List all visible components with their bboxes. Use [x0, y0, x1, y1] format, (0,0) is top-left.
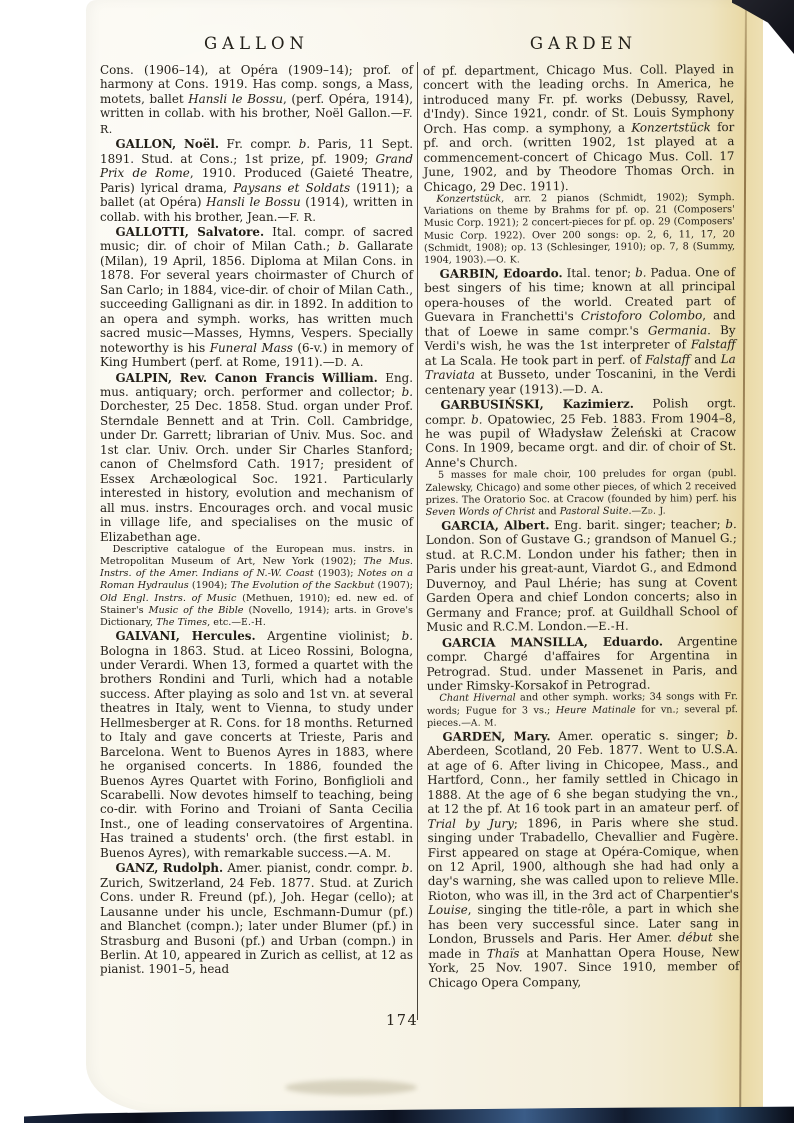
text-run: Germania — [647, 323, 708, 338]
text-run: Funeral Mass — [209, 340, 293, 355]
entry-garden-mary — [427, 728, 740, 990]
text-run: Hansli le Bossu — [206, 195, 301, 210]
text-run: Cons. (1906–14), at Opéra (1909–14); prof. of harmony at Cons. 1919. Has comp. songs, a Mass, motets, ballet — [100, 63, 413, 106]
column-right — [423, 62, 740, 990]
text-run: Notes on a Roman Hydraulus — [100, 568, 414, 592]
text-run: Gallarate (Milan), 19 April, 1856. Diploma at Milan Cons. in 1878. For several years choirmaster of Church of San Carlo; in 1884, vice-dir. of choir of Milan Cath., succeeding Gallignani as dir. in 1892. In addition to an opera and symph. works, has written much sacred music—Masses, Hymns, Vespers. Specially noteworthy is his — [100, 239, 413, 355]
text-run: and — [690, 351, 721, 367]
text-run: , (perf. Opéra, 1914), written in collab. with his brother, Noël Gallon.— — [100, 91, 414, 121]
text-run: and — [535, 505, 560, 518]
entry-garbusinski — [425, 396, 736, 470]
text-run: London. Son of Gustave G.; grandson of Manuel G.; stud. at R.C.M. London under his father; then in Paris under his great-aunt, Viardot G., and Edmond Duvernoy, and Paul Lhérie; has sung at Covent Garden Opera and chief London concerts; also in Germany and France; prof. at Guildhall School of Music and R.C.M. London.— — [425, 531, 738, 635]
text-run: Bologna in 1863. Stud. at Liceo Rossini, Bologna, under Verardi. When 13, formed a quartet with the brothers Rondini and Turli, which had a notable success. After playing as solo and 1st vn. at several theatres in Italy, went to Vienna, to study under Hellmesberger at R. Cons. for 18 months. Returned to Italy and gave concerts at Trieste, Paris and Barcelona. Went to Buenos Ayres in 1883, where he organised concerts. In 1886, founded the Buenos Ayres Quartet with Forino, Bonfiglioli and Scarabelli. Now devotes himself to teaching, being co-dir. with Forino and Troiani of Santa Cecilia Inst., one of leading conservatoires of Argentina. Has trained a students' orch. (the first establ. in Buenos Ayres), with remarkable success.— — [100, 643, 413, 860]
text-run: , arr. 2 pianos (Schmidt, 1902); Symph. Variations on theme by Brahms for pf. op. 21 (Composers' Music Corp. 1921); 2 concert-pieces for pf. op. 29 (Composers' Music Corp. 1922). Over 200 songs: op. 2, 6, 11, 17, 20 (Schmidt, 1908); op. 13 (Schlesinger, 1910); op. 7, 8 (Summy, 1904, 1903).— — [423, 192, 736, 266]
text-run: ; 1896, in Paris where she stud. singing under Trabadello, Chevallier and Fugère. First appeared on stage at Opéra-Comique, when on 12 April, 1900, although she had had only a day's warning, she was called upon to relieve Mlle. Rioton, who was ill, in the 3rd act of Charpentier's — [427, 814, 740, 903]
text-run: D. A. — [334, 356, 364, 370]
text-run: Konzertstück — [436, 193, 502, 205]
text-run: Paris, 11 Sept. 1891. Stud. at Cons.; 1st prize, pf. 1909; — [100, 137, 413, 166]
text-run: Ital. tenor; — [562, 265, 636, 281]
text-run: (1903); — [313, 568, 358, 580]
text-run: . By Verdi's wish, he was the 1st interpreter of — [424, 322, 736, 354]
text-run: Music of the Bible — [148, 604, 244, 616]
text-run: E.-H. — [598, 619, 630, 634]
text-run: GANZ, Rudolph. — [115, 861, 224, 876]
text-run: (1914), written in collab. with his brother, Jean.— — [100, 195, 413, 224]
text-run: F. R. — [100, 107, 413, 136]
text-run: , and that of Loewe in same compr.'s — [424, 308, 736, 339]
text-run: début — [677, 930, 713, 945]
text-run: Chant Hivernal — [439, 692, 516, 705]
text-run: at La Scala. He took part in perf. of — [424, 352, 646, 368]
text-run: Hansli le Bossu — [188, 91, 283, 106]
text-run: O. K. — [496, 255, 521, 266]
text-run: E.-H. — [241, 617, 267, 628]
entry-garcia-mansilla-works — [427, 691, 738, 729]
text-run: b. — [338, 239, 350, 254]
text-run: Argentine compr. Chargé d'affaires for Argentina in Petrograd. Stud. under Massenet in Paris, and under Rimsky-Korsakof in Petrograd. — [426, 633, 738, 693]
entry-galvani — [100, 629, 413, 861]
text-run: Fr. compr. — [219, 137, 299, 152]
text-run: for vn.; several pf. pieces.— — [426, 703, 738, 729]
text-run: Aberdeen, Scotland, 20 Feb. 1877. Went to U.S.A. at age of 6. After living in Chicopee, Mass., and Hartford, Conn., her family settled in Chicago in 1888. At the age of 6 she began studying the vn., at 12 the pf. At 16 took part in an amateur perf. of — [427, 742, 739, 817]
entry-ganz — [100, 861, 413, 977]
entry-gallon-noel — [100, 137, 413, 225]
text-run: Padua. One of best singers of his time; known at all principal opera-houses of the world. Created part of Guevara in Franchetti's — [424, 265, 736, 325]
entry-ganz-works — [424, 192, 735, 267]
text-run: Louise — [428, 903, 468, 918]
running-head-right: GARDEN — [529, 34, 638, 53]
text-run: Zd. J. — [641, 506, 667, 517]
ink-smudge — [285, 1080, 417, 1095]
entry-galpin-works — [100, 544, 413, 629]
text-run: The Mus. Instrs. of the Amer. Indians of N.-W. Coast — [100, 556, 413, 580]
text-run: 5 masses for male choir, 100 preludes for organ (publ. Zalewsky, Chicago) and some other pieces, of which 2 received prizes. The Oratorio Soc. at Cracow (founded by him) perf. his — [425, 468, 737, 506]
text-run: Amer. pianist, condr. compr. — [223, 861, 402, 876]
entry-gallotti — [100, 225, 413, 371]
text-run: GALLON, Noël. — [115, 137, 220, 152]
text-run: Amer. operatic s. singer; — [550, 728, 727, 744]
column-left — [100, 63, 413, 977]
text-run: Pastoral Suite — [559, 505, 629, 517]
entry-garcia-albert — [426, 517, 738, 636]
text-run: (1907); — [374, 580, 414, 592]
text-run: GALLOTTI, Salvatore. — [115, 224, 265, 239]
text-run: Falstaff — [645, 352, 691, 367]
text-run: , 1910. Produced (Gaieté Theatre, Paris) lyrical drama, — [100, 166, 413, 195]
text-run: Polish orgt. compr. — [425, 396, 737, 427]
text-run: A. M. — [470, 718, 498, 729]
text-run: (1911); a ballet (at Opéra) — [100, 180, 414, 210]
text-run: b. — [298, 137, 311, 152]
text-run: F. R. — [289, 210, 317, 224]
text-run: (6-v.) in memory of King Humbert (perf. at Rome, 1911).— — [100, 340, 413, 370]
text-run: b. — [471, 412, 483, 427]
text-run: Seven Words of Christ — [425, 506, 536, 518]
entry-garbusinski-works — [425, 468, 736, 519]
text-run: GALVANI, Hercules. — [115, 629, 256, 644]
text-run: , etc.— — [207, 616, 242, 628]
text-run: and other symph. works; 34 songs with Fr. words; Fugue for 3 vs.; — [426, 691, 738, 717]
text-run: Argentine violinist; — [255, 629, 402, 644]
text-run: (Methuen, 1910); ed. new ed. of Stainer's — [100, 592, 413, 616]
text-run: GARCIA, Albert. — [441, 518, 550, 533]
entry-galpin — [100, 371, 413, 544]
text-run: Old Engl. Instrs. of Music — [100, 592, 237, 604]
text-run: A. M. — [359, 846, 392, 860]
text-run: she made in — [428, 930, 740, 961]
text-run: at Busseto, under Toscanini, in the Verdi centenary year (1913).— — [424, 366, 736, 397]
text-run: at Manhattan Opera House, New York, 25 Nov. 1907. Since 1910, member of Chicago Opera Company, — [428, 944, 740, 990]
text-run: b. — [726, 727, 739, 743]
text-run: Heure Matinale — [555, 704, 636, 716]
text-run: of pf. department, Chicago Mus. Coll. Played in concert with the leading orchs. In America, he introduced many Fr. pf. works (Debussy, Ravel, d'Indy). Since 1921, condr. of St. Louis Symphony Orch. Has comp. a symphony, a — [422, 62, 735, 136]
text-run: Descriptive catalogue of the European mus. instrs. in Metropolitan Museum of Art, New York (1902); — [100, 543, 413, 568]
text-run: , singing the title-rôle, a part in which she has been very successful since. Later sang in London, Brussels and Paris. Her Amer. — [428, 901, 740, 947]
running-head-left: GALLON — [204, 34, 309, 53]
text-run: b. — [401, 629, 414, 644]
page-number: 174 — [386, 1013, 419, 1029]
text-run: Opatowiec, 25 Feb. 1883. From 1904–8, he was pupil of Władysław Żeleński at Cracow Cons. In 1909, became orgt. and dir. of choir of St. Anne's Church. — [425, 410, 737, 470]
text-run: Trial by Jury — [427, 816, 514, 831]
text-run: GARDEN, Mary. — [442, 729, 551, 744]
text-run: D. A. — [574, 382, 604, 396]
text-run: Cristoforo Colombo — [580, 308, 703, 324]
text-run: Eng. mus. antiquary; orch. performer and collector; — [100, 370, 413, 399]
text-run: (1904); — [188, 580, 231, 592]
text-run: The Evolution of the Sackbut — [230, 580, 375, 592]
text-run: .— — [628, 505, 642, 517]
text-run: GARCIA MANSILLA, Eduardo. — [441, 634, 664, 650]
text-run: for pf. and orch. (written 1902, 1st played at a commencement-concert of Chicago Mus. Coll. 17 June, 1902, and by Theodore Thomas Orch. in Chicago, 29 Dec. 1911). — [423, 119, 735, 194]
text-run: Konzertstück — [631, 120, 711, 135]
text-run: La Traviata — [424, 351, 736, 383]
text-run: b. — [725, 517, 737, 532]
text-run: Dorchester, 25 Dec. 1858. Stud. organ under Prof. Sterndale Bennett and at Trin. Coll. Cambridge, under Dr. Garrett; librarian of Univ. Mus. Soc. and 1st clar. Univ. Orch. under Sir Charles Stanford; canon of Chelmsford Cath. 1917; president of Essex Archæological Soc. 1921. Particularly interested in history, evolution and mechanism of all mus. instrs. Encourages orch. and vocal music in village life, and specialises on the music of Elizabethan age. — [100, 399, 413, 544]
text-run: Zurich, Switzerland, 24 Feb. 1877. Stud. at Zurich Cons. under R. Freund (pf.), Joh. Hegar (cello); at Lausanne under his uncle, Eschmann-Dumur (pf.) and Blanchet (compn.); later under Blumer (pf.) in Strasburg and Busoni (pf.) and Urban (compn.) in Berlin. At 10, appeared in Zurich as cellist, at 12 as pianist. 1901–5, head — [100, 875, 413, 977]
text-run: The Times — [156, 616, 208, 628]
text-run: Grand Prix de Rome — [100, 151, 413, 181]
entry-garcia-mansilla — [426, 634, 737, 694]
entry-ganz-continuation — [423, 62, 735, 194]
text-run: Eng. barit. singer; teacher; — [549, 517, 726, 533]
text-run: Falstaff — [690, 337, 736, 352]
page-paper — [86, 0, 763, 1112]
text-run: b. — [635, 265, 647, 280]
entry-gallon-jean-continuation — [100, 63, 413, 137]
text-run: Ital. compr. of sacred music; dir. of choir of Milan Cath.; — [100, 224, 414, 254]
text-run: (Novello, 1914); arts. in Grove's Dictionary, — [100, 604, 413, 628]
text-run: GARBIN, Edoardo. — [439, 266, 563, 281]
text-run: b. — [401, 861, 413, 876]
column-divider-rule — [417, 62, 418, 1020]
text-run: Thaïs — [486, 946, 520, 961]
entry-garbin — [424, 265, 736, 398]
text-run: b. — [401, 384, 413, 399]
text-run: Paysans et Soldats — [233, 180, 351, 195]
text-run: GALPIN, Rev. Canon Francis William. — [115, 370, 378, 385]
text-run: GARBUSIŃSKI, Kazimierz. — [440, 396, 634, 412]
